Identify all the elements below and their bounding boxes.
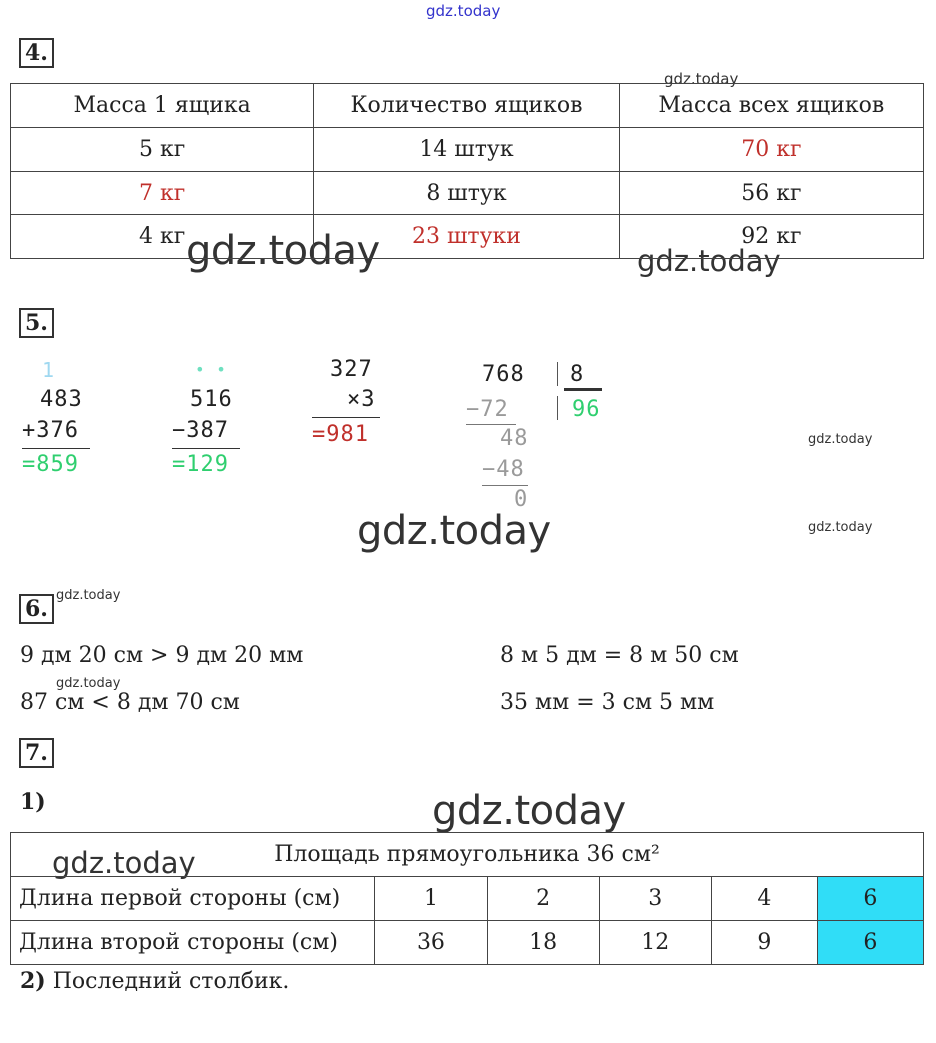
minuend: 516 xyxy=(190,387,233,412)
comparison-line: 9 дм 20 см > 9 дм 20 мм xyxy=(20,643,304,668)
watermark: gdz.today xyxy=(357,508,551,554)
table-cell: 18 xyxy=(487,921,599,965)
watermark: gdz.today xyxy=(56,588,121,603)
division-line xyxy=(482,485,528,486)
table-cell: 4 xyxy=(711,877,817,921)
table-cell: 12 xyxy=(599,921,711,965)
division-bar xyxy=(557,362,558,386)
table-cell-answer: 7 кг xyxy=(11,172,314,215)
comparison-line: 87 см < 8 дм 70 см xyxy=(20,690,240,715)
table-cell: 8 штук xyxy=(314,172,619,215)
comparison-line: 8 м 5 дм = 8 м 50 см xyxy=(500,643,739,668)
table-cell-highlighted: 6 xyxy=(817,921,923,965)
watermark-top: gdz.today xyxy=(426,2,501,20)
table-cell-highlighted: 6 xyxy=(817,877,923,921)
multiplier: ×3 xyxy=(347,387,376,412)
sum-result: =859 xyxy=(22,452,79,477)
table-cell: 1 xyxy=(375,877,487,921)
watermark: gdz.today xyxy=(432,788,626,834)
table-cell-answer: 23 штуки xyxy=(314,215,619,259)
addend-b: +376 xyxy=(22,418,79,443)
table-cell: 4 кг xyxy=(11,215,314,259)
table-cell: 3 xyxy=(599,877,711,921)
exercise-number-7: 7. xyxy=(19,738,54,768)
multiplicand: 327 xyxy=(330,357,373,382)
dividend: 768 xyxy=(482,362,525,387)
rectangle-table-title: Площадь прямоугольника 36 см² xyxy=(11,833,924,877)
table-cell: 9 xyxy=(711,921,817,965)
table-cell: 92 кг xyxy=(619,215,923,259)
division-line xyxy=(466,424,516,425)
part-2-answer xyxy=(20,968,289,994)
watermark: gdz.today xyxy=(186,228,380,274)
row-label-first-side: Длина первой стороны (см) xyxy=(11,877,375,921)
quotient: 96 xyxy=(572,397,601,422)
watermark: gdz.today xyxy=(664,70,739,88)
watermark: gdz.today xyxy=(637,244,781,278)
watermark: gdz.today xyxy=(808,520,873,535)
divisor-underline xyxy=(564,388,602,391)
header-count: Количество ящиков xyxy=(314,84,619,128)
division-bar xyxy=(557,396,558,420)
division-remainder: 0 xyxy=(514,487,529,512)
exercise-number-6: 6. xyxy=(19,594,54,624)
divisor: 8 xyxy=(570,362,585,387)
division-step: −72 xyxy=(466,397,509,422)
carry-mark: 1 xyxy=(42,358,56,382)
exercise-number-4: 4. xyxy=(19,38,54,68)
borrow-marks: • • xyxy=(195,360,227,379)
table-cell: 5 кг xyxy=(11,128,314,172)
header-mass-one: Масса 1 ящика xyxy=(11,84,314,128)
watermark: gdz.today xyxy=(56,676,121,691)
header-mass-all: Масса всех ящиков xyxy=(619,84,923,128)
sum-line xyxy=(22,448,90,449)
table-cell: 14 штук xyxy=(314,128,619,172)
watermark: gdz.today xyxy=(808,432,873,447)
exercise-number-5: 5. xyxy=(19,308,54,338)
table-cell-answer: 70 кг xyxy=(619,128,923,172)
division-step: −48 xyxy=(482,457,525,482)
part-2-text: Последний столбик. xyxy=(45,969,290,994)
comparison-line: 35 мм = 3 см 5 мм xyxy=(500,690,715,715)
rectangle-table xyxy=(10,832,924,965)
row-label-second-side: Длина второй стороны (см) xyxy=(11,921,375,965)
addend-a: 483 xyxy=(40,387,83,412)
part-1-label: 1) xyxy=(20,789,46,815)
product-result: =981 xyxy=(312,422,369,447)
watermark: gdz.today xyxy=(52,846,196,880)
subtrahend: −387 xyxy=(172,418,229,443)
table-cell: 2 xyxy=(487,877,599,921)
difference-result: =129 xyxy=(172,452,229,477)
part-2-label: 2) xyxy=(20,968,46,994)
division-remainder: 48 xyxy=(500,426,529,451)
table-cell: 36 xyxy=(375,921,487,965)
product-line xyxy=(312,417,380,418)
difference-line xyxy=(172,448,240,449)
mass-table xyxy=(10,83,924,259)
table-cell: 56 кг xyxy=(619,172,923,215)
